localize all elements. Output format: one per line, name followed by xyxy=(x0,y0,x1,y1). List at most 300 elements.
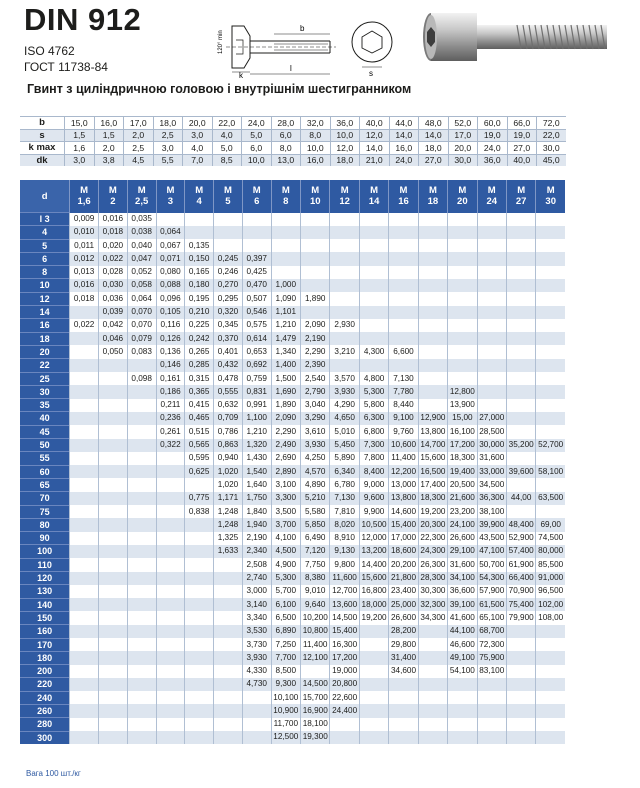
weight-cell: 0,478 xyxy=(214,372,243,385)
weight-cell xyxy=(536,345,565,358)
dims-cell: 3,0 xyxy=(65,154,95,166)
weight-cell xyxy=(127,359,156,372)
weight-cell xyxy=(506,665,535,678)
weight-cell: 9,760 xyxy=(389,425,418,438)
size-value: 14 xyxy=(368,196,380,208)
label-s: s xyxy=(369,69,373,78)
table-row xyxy=(20,572,565,585)
table-row xyxy=(20,731,565,744)
table-row xyxy=(20,704,565,717)
weight-cell: 20,500 xyxy=(448,478,477,491)
length-label: 14 xyxy=(20,306,70,319)
weight-cell: 16,500 xyxy=(418,465,447,478)
weight-cell xyxy=(418,625,447,638)
weight-cell: 57,400 xyxy=(506,545,535,558)
weight-cell xyxy=(242,226,271,239)
weight-cell xyxy=(214,598,243,611)
weight-cell xyxy=(70,665,99,678)
weight-cell: 9,100 xyxy=(389,412,418,425)
weight-cell: 36,300 xyxy=(477,492,506,505)
weight-cell: 9,130 xyxy=(330,545,359,558)
weight-cell: 0,052 xyxy=(127,266,156,279)
weight-cell: 7,130 xyxy=(389,372,418,385)
weight-cell: 13,600 xyxy=(330,598,359,611)
weight-cell: 2,508 xyxy=(242,558,271,571)
weight-cell: 0,088 xyxy=(156,279,185,292)
weight-cell: 1,000 xyxy=(271,279,300,292)
weight-cell xyxy=(448,372,477,385)
weight-cell xyxy=(70,532,99,545)
weight-cell xyxy=(214,226,243,239)
weight-cell: 14,500 xyxy=(301,678,330,691)
length-label: 4 xyxy=(20,226,70,239)
weight-cell: 3,930 xyxy=(242,651,271,664)
weight-cell xyxy=(506,226,535,239)
weight-cell xyxy=(506,452,535,465)
weight-cell: 3,100 xyxy=(271,478,300,491)
weight-cell xyxy=(156,691,185,704)
weight-cell: 19,200 xyxy=(359,611,388,624)
weight-cell: 12,200 xyxy=(389,465,418,478)
weight-cell xyxy=(127,385,156,398)
weight-cell xyxy=(506,292,535,305)
weight-cell: 52,700 xyxy=(536,439,565,452)
weight-cell: 8,440 xyxy=(389,399,418,412)
weight-cell: 14,700 xyxy=(418,439,447,452)
weight-cell xyxy=(214,704,243,717)
weight-cell: 0,595 xyxy=(185,452,214,465)
weight-cell xyxy=(271,252,300,265)
dims-cell: 12,0 xyxy=(330,142,360,155)
weight-cell xyxy=(330,359,359,372)
weight-cell xyxy=(477,359,506,372)
weight-cell xyxy=(156,452,185,465)
weight-cell xyxy=(99,425,128,438)
length-label: 200 xyxy=(20,665,70,678)
weight-cell xyxy=(99,638,128,651)
weight-cell: 50,700 xyxy=(477,558,506,571)
weight-cell: 0,632 xyxy=(214,399,243,412)
length-label: 240 xyxy=(20,691,70,704)
dims-cell: 16,0 xyxy=(94,117,124,130)
weight-cell: 91,000 xyxy=(536,572,565,585)
weight-cell xyxy=(156,532,185,545)
length-label: 120 xyxy=(20,572,70,585)
dims-cell: 18,0 xyxy=(153,117,183,130)
weight-cell xyxy=(448,332,477,345)
weight-cell xyxy=(214,213,243,226)
weight-cell xyxy=(214,572,243,585)
weight-cell: 18,300 xyxy=(448,452,477,465)
length-label: 260 xyxy=(20,704,70,717)
weight-cell xyxy=(185,572,214,585)
table-row xyxy=(20,452,565,465)
weight-cell xyxy=(506,399,535,412)
weight-cell: 4,300 xyxy=(359,345,388,358)
weight-cell: 0,397 xyxy=(242,252,271,265)
size-value: 1,6 xyxy=(77,196,91,208)
weight-cell: 3,730 xyxy=(242,638,271,651)
weight-cell: 4,730 xyxy=(242,678,271,691)
weight-cell xyxy=(389,226,418,239)
weight-cell: 65,100 xyxy=(477,611,506,624)
weight-cell xyxy=(70,465,99,478)
dims-cell: 21,0 xyxy=(360,154,390,166)
weight-cell xyxy=(156,545,185,558)
weight-cell: 72,300 xyxy=(477,638,506,651)
weight-cell: 16,100 xyxy=(448,425,477,438)
weight-cell xyxy=(156,651,185,664)
weight-cell: 20,200 xyxy=(389,558,418,571)
weight-cell: 18,300 xyxy=(418,492,447,505)
size-value: 2,5 xyxy=(135,196,149,208)
size-header xyxy=(359,180,388,213)
size-prefix: M xyxy=(370,185,379,197)
weight-cell: 0,038 xyxy=(127,226,156,239)
weight-cell xyxy=(301,239,330,252)
weight-cell: 4,100 xyxy=(271,532,300,545)
weight-cell xyxy=(271,226,300,239)
weight-cell xyxy=(214,678,243,691)
weight-cell xyxy=(185,625,214,638)
weight-cell xyxy=(536,704,565,717)
weight-cell xyxy=(70,558,99,571)
weight-cell xyxy=(156,718,185,731)
weight-cell: 3,290 xyxy=(301,412,330,425)
weight-cell xyxy=(70,731,99,744)
weight-cell xyxy=(448,279,477,292)
weight-cell xyxy=(185,478,214,491)
weight-cell: 0,165 xyxy=(185,266,214,279)
weight-cell: 28,500 xyxy=(477,425,506,438)
weight-cell: 1,500 xyxy=(271,372,300,385)
weight-cell: 25,000 xyxy=(389,598,418,611)
weight-cell xyxy=(389,731,418,744)
weight-cell: 1,020 xyxy=(214,478,243,491)
weight-cell: 0,136 xyxy=(156,345,185,358)
weight-cell: 0,555 xyxy=(214,385,243,398)
weight-cell: 9,300 xyxy=(271,678,300,691)
weight-cell xyxy=(477,279,506,292)
size-value: 4 xyxy=(196,196,202,208)
weight-cell xyxy=(506,412,535,425)
weight-cell xyxy=(359,691,388,704)
weight-cell: 3,570 xyxy=(330,372,359,385)
weight-cell xyxy=(506,332,535,345)
weight-cell xyxy=(330,292,359,305)
weight-cell xyxy=(536,505,565,518)
weight-cell: 33,000 xyxy=(477,465,506,478)
weight-cell: 16,800 xyxy=(359,585,388,598)
weight-cell: 0,028 xyxy=(99,266,128,279)
size-header xyxy=(185,180,214,213)
table-row xyxy=(20,678,565,691)
weight-cell: 43,500 xyxy=(477,532,506,545)
weight-cell xyxy=(70,452,99,465)
weight-cell: 32,300 xyxy=(418,598,447,611)
weight-cell xyxy=(70,412,99,425)
weight-cell xyxy=(214,665,243,678)
weight-cell xyxy=(506,678,535,691)
table-row xyxy=(20,279,565,292)
weight-cell: 2,390 xyxy=(301,359,330,372)
weight-cell: 14,600 xyxy=(389,505,418,518)
size-header xyxy=(477,180,506,213)
dims-cell: 4,5 xyxy=(124,154,154,166)
weight-cell xyxy=(99,518,128,531)
weight-cell: 3,610 xyxy=(301,425,330,438)
weight-cell xyxy=(70,359,99,372)
label-l: l xyxy=(290,64,292,73)
weight-cell: 2,490 xyxy=(271,439,300,452)
weight-cell xyxy=(359,252,388,265)
weight-cell: 8,380 xyxy=(301,572,330,585)
weight-cell: 1,750 xyxy=(242,492,271,505)
dims-cell: 36,0 xyxy=(478,154,508,166)
table-row xyxy=(20,465,565,478)
length-label: 130 xyxy=(20,585,70,598)
weight-cell xyxy=(418,226,447,239)
weight-cell: 5,800 xyxy=(359,399,388,412)
weight-cell: 0,186 xyxy=(156,385,185,398)
weight-cell xyxy=(477,319,506,332)
weight-cell: 0,546 xyxy=(242,306,271,319)
weight-cell xyxy=(418,266,447,279)
weight-cell: 16,300 xyxy=(330,638,359,651)
weight-cell: 6,600 xyxy=(389,345,418,358)
weight-cell xyxy=(156,585,185,598)
weight-cell: 0,470 xyxy=(242,279,271,292)
weight-cell: 15,600 xyxy=(418,452,447,465)
weight-cell: 0,016 xyxy=(70,279,99,292)
weight-cell xyxy=(156,611,185,624)
table-row xyxy=(20,718,565,731)
weight-cell xyxy=(127,412,156,425)
weight-cell xyxy=(359,213,388,226)
weight-cell xyxy=(301,279,330,292)
weight-cell xyxy=(536,718,565,731)
weight-cell: 10,500 xyxy=(359,518,388,531)
dims-cell: 5,0 xyxy=(212,142,242,155)
weight-cell: 15,400 xyxy=(330,625,359,638)
weight-cell xyxy=(536,319,565,332)
weight-cell: 0,070 xyxy=(127,306,156,319)
weight-cell: 6,780 xyxy=(330,478,359,491)
dims-cell: 3,0 xyxy=(153,142,183,155)
weight-cell xyxy=(448,731,477,744)
weight-cell xyxy=(359,731,388,744)
weight-cell xyxy=(99,412,128,425)
size-header xyxy=(448,180,477,213)
page-title: DIN 912 xyxy=(24,2,142,37)
weight-cell xyxy=(418,678,447,691)
weight-cell xyxy=(477,332,506,345)
weight-cell: 0,116 xyxy=(156,319,185,332)
weight-cell: 80,000 xyxy=(536,545,565,558)
weight-cell xyxy=(330,718,359,731)
weight-cell: 0,070 xyxy=(127,319,156,332)
table-row xyxy=(20,372,565,385)
weight-cell xyxy=(330,306,359,319)
dims-cell: 14,0 xyxy=(419,129,449,142)
table-row xyxy=(20,399,565,412)
dims-cell: 44,0 xyxy=(389,117,419,130)
weight-cell xyxy=(185,532,214,545)
weight-cell xyxy=(330,279,359,292)
weight-cell xyxy=(448,292,477,305)
weight-cell: 10,900 xyxy=(271,704,300,717)
weight-cell: 4,570 xyxy=(301,465,330,478)
weight-cell: 29,800 xyxy=(389,638,418,651)
weight-cell xyxy=(506,625,535,638)
weight-cell: 8,400 xyxy=(359,465,388,478)
weight-cell xyxy=(214,625,243,638)
weight-cell: 0,614 xyxy=(242,332,271,345)
length-label: 20 xyxy=(20,345,70,358)
weight-cell: 9,010 xyxy=(301,585,330,598)
weight-cell: 2,790 xyxy=(301,385,330,398)
size-prefix: M xyxy=(487,185,496,197)
weight-cell xyxy=(536,359,565,372)
weight-cell xyxy=(70,691,99,704)
table-row xyxy=(20,266,565,279)
weight-cell xyxy=(536,691,565,704)
weight-cell: 7,300 xyxy=(359,439,388,452)
dims-cell: 20,0 xyxy=(183,117,213,130)
dims-row-label: s xyxy=(20,129,65,142)
weight-cell: 30,300 xyxy=(418,585,447,598)
weight-cell: 0,018 xyxy=(99,226,128,239)
weight-cell xyxy=(330,213,359,226)
weight-cell: 46,600 xyxy=(448,638,477,651)
weight-cell xyxy=(389,279,418,292)
length-label: 280 xyxy=(20,718,70,731)
dims-cell: 1,6 xyxy=(65,142,95,155)
dims-row-label: k max xyxy=(20,142,65,155)
weight-cell xyxy=(185,518,214,531)
weight-cell xyxy=(418,691,447,704)
dims-cell: 20,0 xyxy=(448,142,478,155)
weight-cell: 0,991 xyxy=(242,399,271,412)
weight-cell: 9,000 xyxy=(359,478,388,491)
weight-cell: 1,479 xyxy=(271,332,300,345)
weight-cell: 3,210 xyxy=(330,345,359,358)
dims-row xyxy=(20,154,566,166)
weight-cell: 1,101 xyxy=(271,306,300,319)
weight-cell xyxy=(127,625,156,638)
weight-cell: 0,126 xyxy=(156,332,185,345)
weight-cell: 1,248 xyxy=(214,505,243,518)
weight-cell xyxy=(536,731,565,744)
weight-cell: 30,000 xyxy=(477,439,506,452)
weight-cell: 57,900 xyxy=(477,585,506,598)
weight-cell xyxy=(448,691,477,704)
weight-cell: 17,400 xyxy=(418,478,447,491)
length-label: 50 xyxy=(20,439,70,452)
weight-cell xyxy=(185,585,214,598)
weight-cell: 17,200 xyxy=(448,439,477,452)
subtitle: Гвинт з циліндричною головою і внутрішнім шестигранником xyxy=(27,82,412,96)
weight-cell: 19,200 xyxy=(418,505,447,518)
size-prefix: M xyxy=(546,185,555,197)
weight-cell xyxy=(127,611,156,624)
weight-cell xyxy=(185,731,214,744)
table-row xyxy=(20,385,565,398)
weight-cell: 39,600 xyxy=(506,465,535,478)
weight-cell: 0,211 xyxy=(156,399,185,412)
dims-cell: 22,0 xyxy=(212,117,242,130)
weight-cell: 0,236 xyxy=(156,412,185,425)
weight-cell: 5,700 xyxy=(271,585,300,598)
length-label: 35 xyxy=(20,399,70,412)
weight-cell xyxy=(301,665,330,678)
size-prefix: M xyxy=(311,185,320,197)
weight-cell: 0,080 xyxy=(156,266,185,279)
weight-cell: 31,400 xyxy=(389,651,418,664)
weight-cell: 85,500 xyxy=(536,558,565,571)
weight-cell xyxy=(99,585,128,598)
weight-cell xyxy=(99,718,128,731)
weight-cell xyxy=(185,226,214,239)
dims-cell: 1,5 xyxy=(65,129,95,142)
weight-cell xyxy=(127,678,156,691)
weight-cell: 0,370 xyxy=(214,332,243,345)
weight-cell: 29,100 xyxy=(448,545,477,558)
weight-cell: 0,507 xyxy=(242,292,271,305)
weight-cell: 26,600 xyxy=(389,611,418,624)
weight-cell: 22,600 xyxy=(330,691,359,704)
weight-cell: 15,00 xyxy=(448,412,477,425)
length-label: 150 xyxy=(20,611,70,624)
weight-cell: 2,930 xyxy=(330,319,359,332)
weight-cell xyxy=(506,266,535,279)
dims-cell: 6,0 xyxy=(242,142,272,155)
weight-cell: 0,692 xyxy=(242,359,271,372)
weight-cell xyxy=(70,545,99,558)
weight-cell: 0,022 xyxy=(99,252,128,265)
weight-cell: 48,400 xyxy=(506,518,535,531)
weight-cell: 9,800 xyxy=(330,558,359,571)
weight-cell: 108,00 xyxy=(536,611,565,624)
table-row xyxy=(20,638,565,651)
weight-cell: 34,100 xyxy=(448,572,477,585)
weight-cell xyxy=(70,306,99,319)
weight-cell: 0,146 xyxy=(156,359,185,372)
weight-cell: 4,250 xyxy=(301,452,330,465)
weight-cell: 0,285 xyxy=(185,359,214,372)
weight-cell: 1,320 xyxy=(242,439,271,452)
label-angle: 120° min xyxy=(218,30,224,54)
weight-cell xyxy=(418,332,447,345)
weight-cell xyxy=(70,678,99,691)
weight-cell xyxy=(185,611,214,624)
weight-cell xyxy=(330,226,359,239)
weight-cell xyxy=(242,731,271,744)
weight-cell xyxy=(536,306,565,319)
weight-cell xyxy=(506,279,535,292)
weight-cell: 8,020 xyxy=(330,518,359,531)
dims-row-label: dk xyxy=(20,154,65,166)
weight-cell: 34,600 xyxy=(389,665,418,678)
dims-cell: 2,0 xyxy=(94,142,124,155)
weight-cell xyxy=(127,465,156,478)
weight-cell: 0,050 xyxy=(99,345,128,358)
weight-cell: 12,100 xyxy=(301,651,330,664)
weight-cell xyxy=(70,399,99,412)
table-row xyxy=(20,213,565,226)
weight-cell xyxy=(359,279,388,292)
dims-cell: 18,0 xyxy=(419,142,449,155)
